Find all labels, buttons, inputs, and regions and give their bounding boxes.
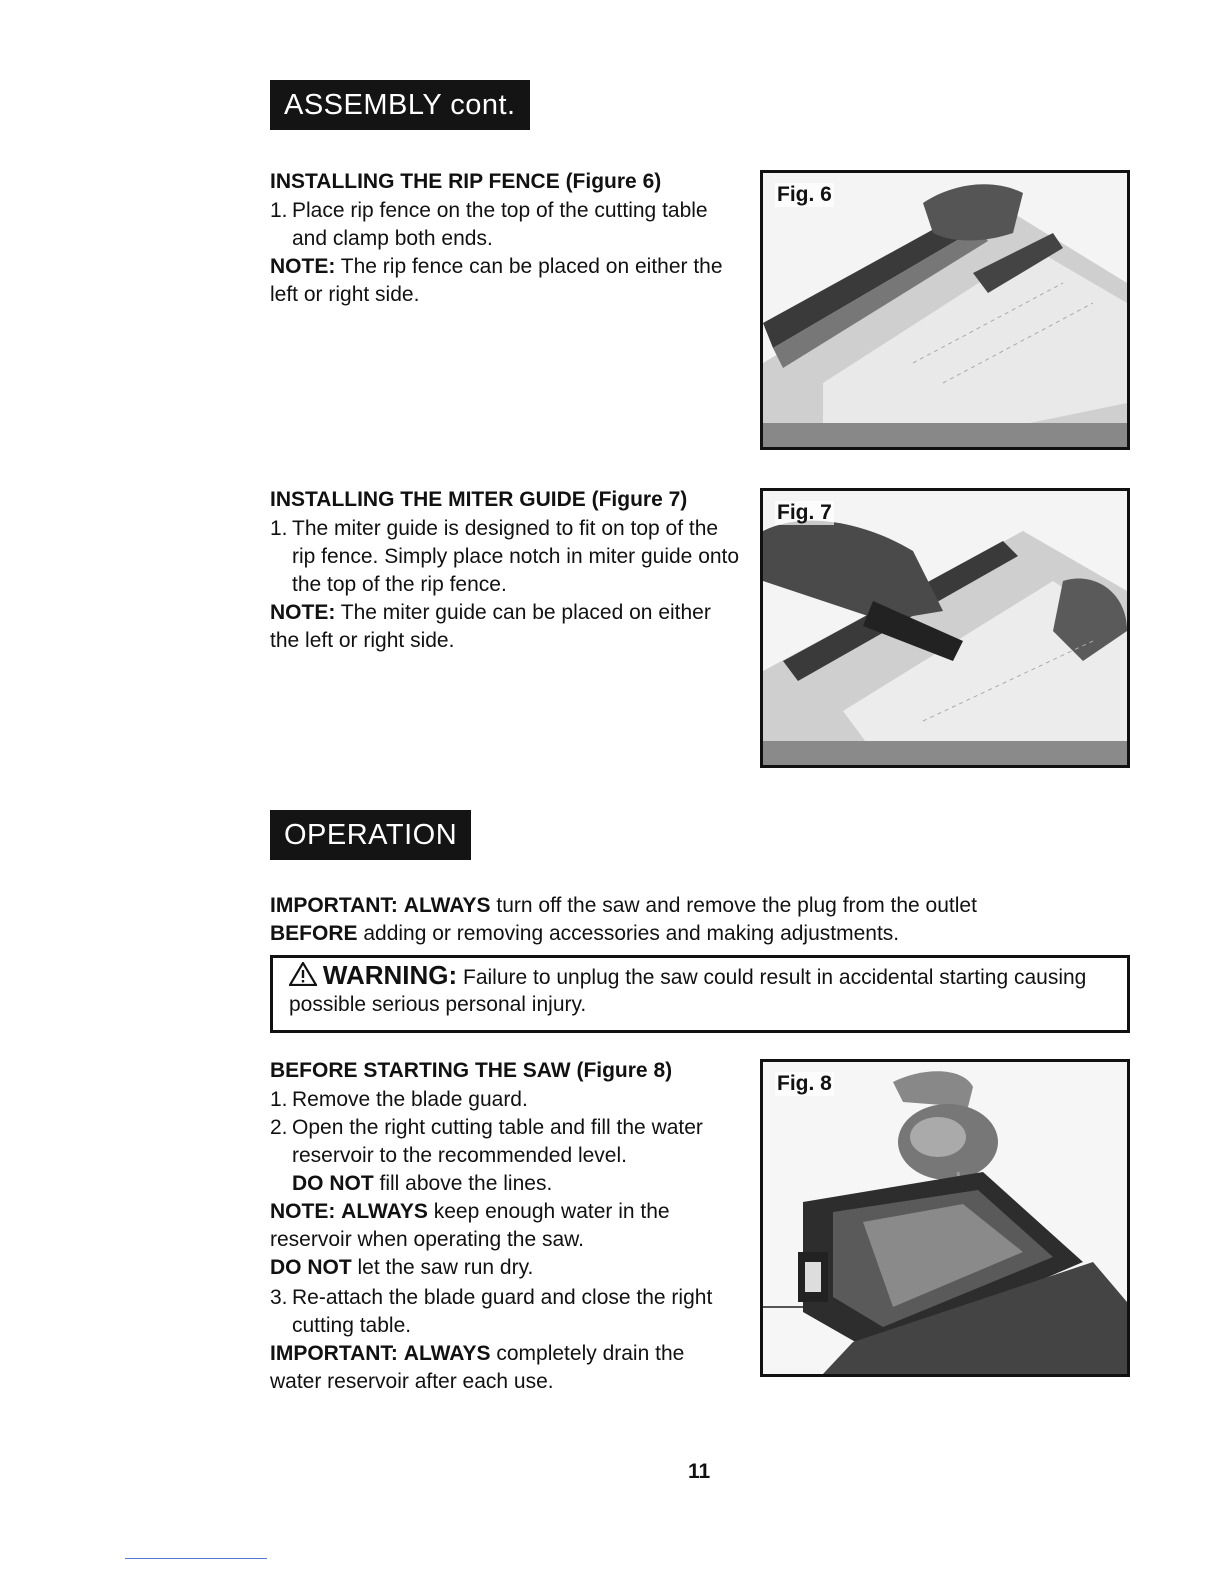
step-text: Remove the blade guard. <box>292 1088 528 1111</box>
step-number: 1. <box>270 199 288 222</box>
warning-box <box>270 955 1130 1033</box>
before-starting-heading: BEFORE STARTING THE SAW (Figure 8) <box>270 1059 673 1082</box>
step-2-do-not-text: fill above the lines. <box>373 1172 553 1195</box>
rip-fence-note <box>270 253 740 309</box>
warning-triangle-icon <box>289 962 317 986</box>
water-reservoir-photo <box>763 1062 1127 1374</box>
footer-divider <box>125 1558 267 1559</box>
figure-6 <box>760 170 1130 450</box>
important-line-2 <box>270 920 1120 948</box>
fig-8-label: Fig. 8 <box>777 1072 832 1095</box>
step-number: 1. <box>270 1088 288 1111</box>
fig-6-label: Fig. 6 <box>777 183 832 206</box>
miter-guide-step-1 <box>270 515 740 599</box>
before-starting-step-1 <box>270 1086 740 1114</box>
note-always: ALWAYS <box>341 1200 428 1223</box>
figure-8 <box>760 1059 1130 1377</box>
important-text-2: adding or removing accessories and making adjustments. <box>357 922 900 945</box>
rip-fence-heading: INSTALLING THE RIP FENCE (Figure 6) <box>270 170 662 193</box>
before-starting-step-2 <box>270 1114 740 1198</box>
always-emphasis: ALWAYS <box>403 894 491 917</box>
miter-guide-note <box>270 599 740 655</box>
note-label: NOTE: <box>270 601 336 624</box>
before-starting-step-3 <box>270 1284 740 1340</box>
step-text: The miter guide is designed to fit on top of the rip fence. Simply place notch in miter guide onto the top of the rip fence. <box>292 517 740 596</box>
note-label: NOTE: <box>270 1200 336 1223</box>
important-label: IMPORTANT: <box>270 1342 398 1365</box>
before-starting-section <box>270 1057 740 1398</box>
do-not-emphasis: DO NOT <box>270 1256 352 1279</box>
miter-guide-section <box>270 486 740 657</box>
rip-fence-step-1 <box>270 197 740 253</box>
rip-fence-photo <box>763 173 1127 447</box>
before-starting-important <box>270 1340 740 1396</box>
note-text: The rip fence can be placed on either the left or right side. <box>270 255 723 306</box>
note-label: NOTE: <box>270 255 336 278</box>
step-text: Place rip fence on the top of the cutting table and clamp both ends. <box>292 199 708 250</box>
do-not-text: let the saw run dry. <box>351 1256 534 1279</box>
warning-title: WARNING: <box>322 960 458 990</box>
step-2-main-text: Open the right cutting table and fill the water reservoir to the recommended level. <box>292 1116 703 1167</box>
figure-7 <box>760 488 1130 768</box>
step-text <box>292 1114 740 1198</box>
warning-text: Failure to unplug the saw could result in accidental starting causing possible serious personal injury. <box>289 966 1087 1016</box>
step-number: 2. <box>270 1116 288 1139</box>
fig-7-label: Fig. 7 <box>777 501 832 524</box>
step-number: 1. <box>270 517 288 540</box>
miter-guide-photo <box>763 491 1127 765</box>
before-emphasis: BEFORE <box>270 922 358 945</box>
step-number: 3. <box>270 1286 288 1309</box>
rip-fence-section <box>270 168 740 311</box>
step-text: Re-attach the blade guard and close the right cutting table. <box>292 1286 713 1337</box>
page-number: 11 <box>688 1460 711 1483</box>
note-text: keep enough water in the reservoir when operating the saw. <box>270 1200 670 1251</box>
important-label: IMPORTANT: <box>270 894 398 917</box>
important-text-1: turn off the saw and remove the plug from the outlet <box>490 894 977 917</box>
note-text: The miter guide can be placed on either the left or right side. <box>270 601 711 652</box>
operation-banner: OPERATION <box>270 810 471 860</box>
do-not-emphasis: DO NOT <box>292 1172 374 1195</box>
miter-guide-heading: INSTALLING THE MITER GUIDE (Figure 7) <box>270 488 688 511</box>
important-always: ALWAYS <box>403 1342 491 1365</box>
important-line-1 <box>270 892 1120 920</box>
before-starting-note <box>270 1198 740 1282</box>
assembly-banner: ASSEMBLY cont. <box>270 80 530 130</box>
important-notice <box>270 892 1120 948</box>
important-text: completely drain the water reservoir after each use. <box>270 1342 685 1393</box>
